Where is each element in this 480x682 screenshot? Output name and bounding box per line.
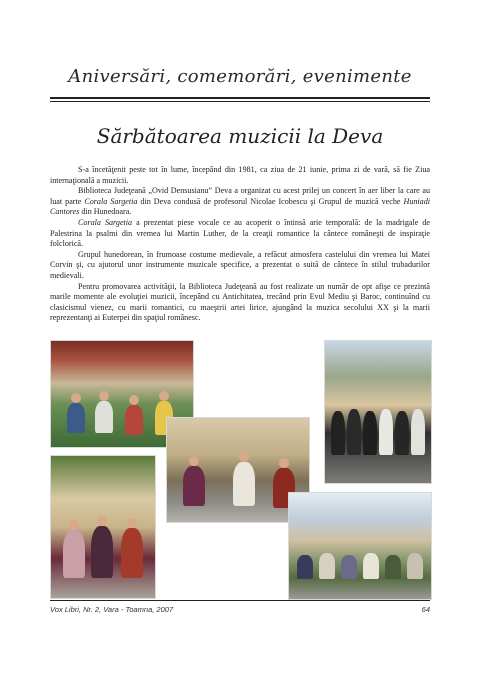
photo-courtyard-audience <box>288 492 432 600</box>
ensemble-name: Huniadi Cantores <box>50 196 430 217</box>
article-body <box>50 165 430 324</box>
paragraph-1: S-a încetăţenit peste tot în lume, începând din 1981, ca ziua de 21 iunie, prima zi de vară, să fie Ziua internaţională a muzicii. <box>50 165 430 185</box>
choir-name: Corala Sargetia <box>78 217 133 227</box>
page-number: 64 <box>421 605 430 614</box>
header-rule-thin <box>50 101 430 102</box>
paragraph-3: Corala Sargetia a prezentat piese vocale ce au acoperit o întinsă arie temporală: de la madrigale de Palestrina la psalmi din vremea lui Martin Luther, de la creaţii romantice la cântece româneşti de inspiraţie folclorică. <box>50 217 430 249</box>
header-rule <box>50 97 430 99</box>
photo-lute-players <box>50 455 156 599</box>
footer-rule <box>50 600 430 601</box>
paragraph-2: Biblioteca Judeţeană „Ovid Densusianu” Deva a organizat cu acest prilej un concert în aer liber la care au luat parte Corala Sargetia din Deva condusă de profesorul Nicolae Icobescu şi Grupul de muzică veche Huniadi Cantores din Hunedoara. <box>50 186 430 217</box>
journal-citation: Vox Libri, Nr. 2, Vara - Toamna, 2007 <box>50 605 174 614</box>
paragraph-5: Pentru promovarea activităţii, la Biblioteca Judeţeană au fost realizate un număr de opt afişe ce prezintă marile momente ale evoluţiei muzicii, începând cu Antichitatea, trecând prin Evul Mediu şi Baroc, continuînd cu clasicismul vienez, cu marii romantici, cu maeştrii artei lirice, ajungând la muzica secolului XX şi la marii reprezentanţi ai Euterpei din spaţiul românesc. <box>50 281 430 323</box>
paragraph-4: Grupul hunedorean, în frumoase costume medievale, a refăcut atmosfera castelului din vremea lui Matei Corvin şi, cu ajutorul unor instrumente muzicale specifice, a prezentat o suită de cântece în stilul trubadurilor medievali. <box>50 249 430 280</box>
article-title: Sărbătoarea muzicii la Deva <box>96 124 384 148</box>
photo-choir <box>324 340 432 484</box>
choir-name: Corala Sargetia <box>84 196 138 206</box>
section-title: Aniversări, comemorări, evenimente <box>68 66 412 87</box>
